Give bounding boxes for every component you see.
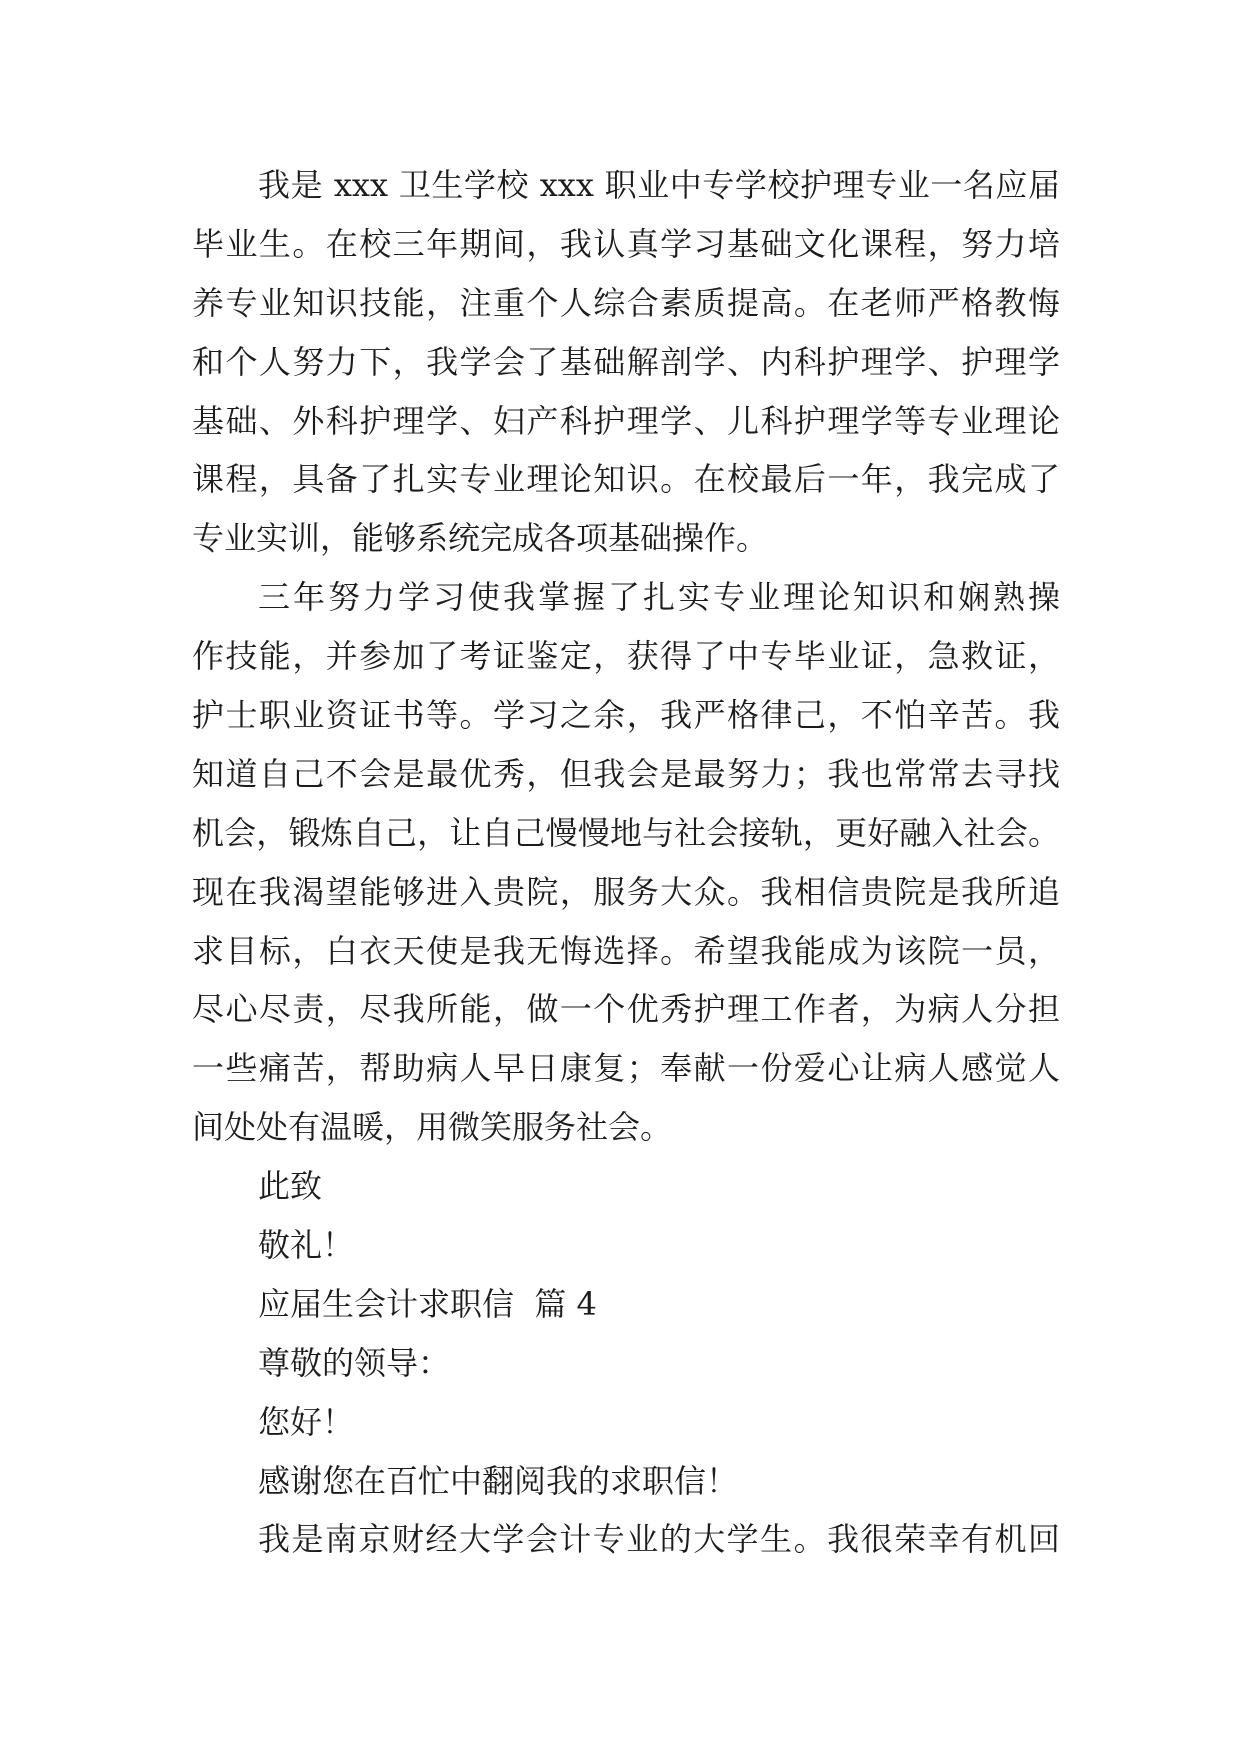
opening-line: 我是南京财经大学会计专业的大学生。我很荣幸有机回 (258, 1520, 1060, 1559)
paragraph-line: 间处处有温暖，用微笑服务社会。 (192, 1108, 673, 1147)
paragraph-line: 机会，锻炼自己，让自己慢慢地与社会接轨，更好融入社会。 (192, 813, 1060, 852)
paragraph-line: 求目标，白衣天使是我无悔选择。希望我能成为该院一员， (192, 931, 1060, 970)
paragraph-2 (192, 568, 1060, 1157)
paragraph-line: 一些痛苦，帮助病人早日康复；奉献一份爱心让病人感觉人 (192, 1049, 1060, 1088)
salutation: 尊敬的领导： (258, 1343, 451, 1382)
greeting: 您好！ (258, 1402, 355, 1441)
paragraph-line: 现在我渴望能够进入贵院，服务大众。我相信贵院是我所追 (192, 872, 1060, 911)
paragraph-line: 三年努力学习使我掌握了扎实专业理论知识和娴熟操 (258, 578, 1060, 617)
letter-text (192, 156, 1060, 1569)
paragraph-line: 课程，具备了扎实专业理论知识。在校最后一年，我完成了 (192, 460, 1060, 499)
closing-salute: 敬礼！ (258, 1226, 355, 1265)
paragraph-line: 护士职业资证书等。学习之余，我严格律己，不怕辛苦。我 (192, 696, 1060, 735)
paragraph-line: 专业实训，能够系统完成各项基础操作。 (192, 519, 769, 558)
paragraph-1 (192, 156, 1060, 568)
closing-regards: 此致 (258, 1167, 323, 1206)
paragraph-line: 养专业知识技能，注重个人综合素质提高。在老师严格教悔 (192, 283, 1060, 322)
paragraph-line: 和个人努力下，我学会了基础解剖学、内科护理学、护理学 (192, 342, 1060, 381)
paragraph-line: 尽心尽责，尽我所能，做一个优秀护理工作者，为病人分担 (192, 990, 1060, 1029)
paragraph-line: 作技能，并参加了考证鉴定，获得了中专毕业证，急救证， (192, 637, 1060, 676)
thanks-line: 感谢您在百忙中翻阅我的求职信！ (258, 1461, 739, 1500)
paragraph-line: 知道自己不会是最优秀，但我会是最努力；我也常常去寻找 (192, 754, 1060, 793)
paragraph-line: 基础、外科护理学、妇产科护理学、儿科护理学等专业理论 (192, 401, 1060, 440)
section-heading: 应届生会计求职信 篇 4 (258, 1284, 597, 1323)
paragraph-line: 我是 xxx 卫生学校 xxx 职业中专学校护理专业一名应届 (258, 166, 1060, 204)
paragraph-line: 毕业生。在校三年期间，我认真学习基础文化课程，努力培 (192, 224, 1060, 263)
